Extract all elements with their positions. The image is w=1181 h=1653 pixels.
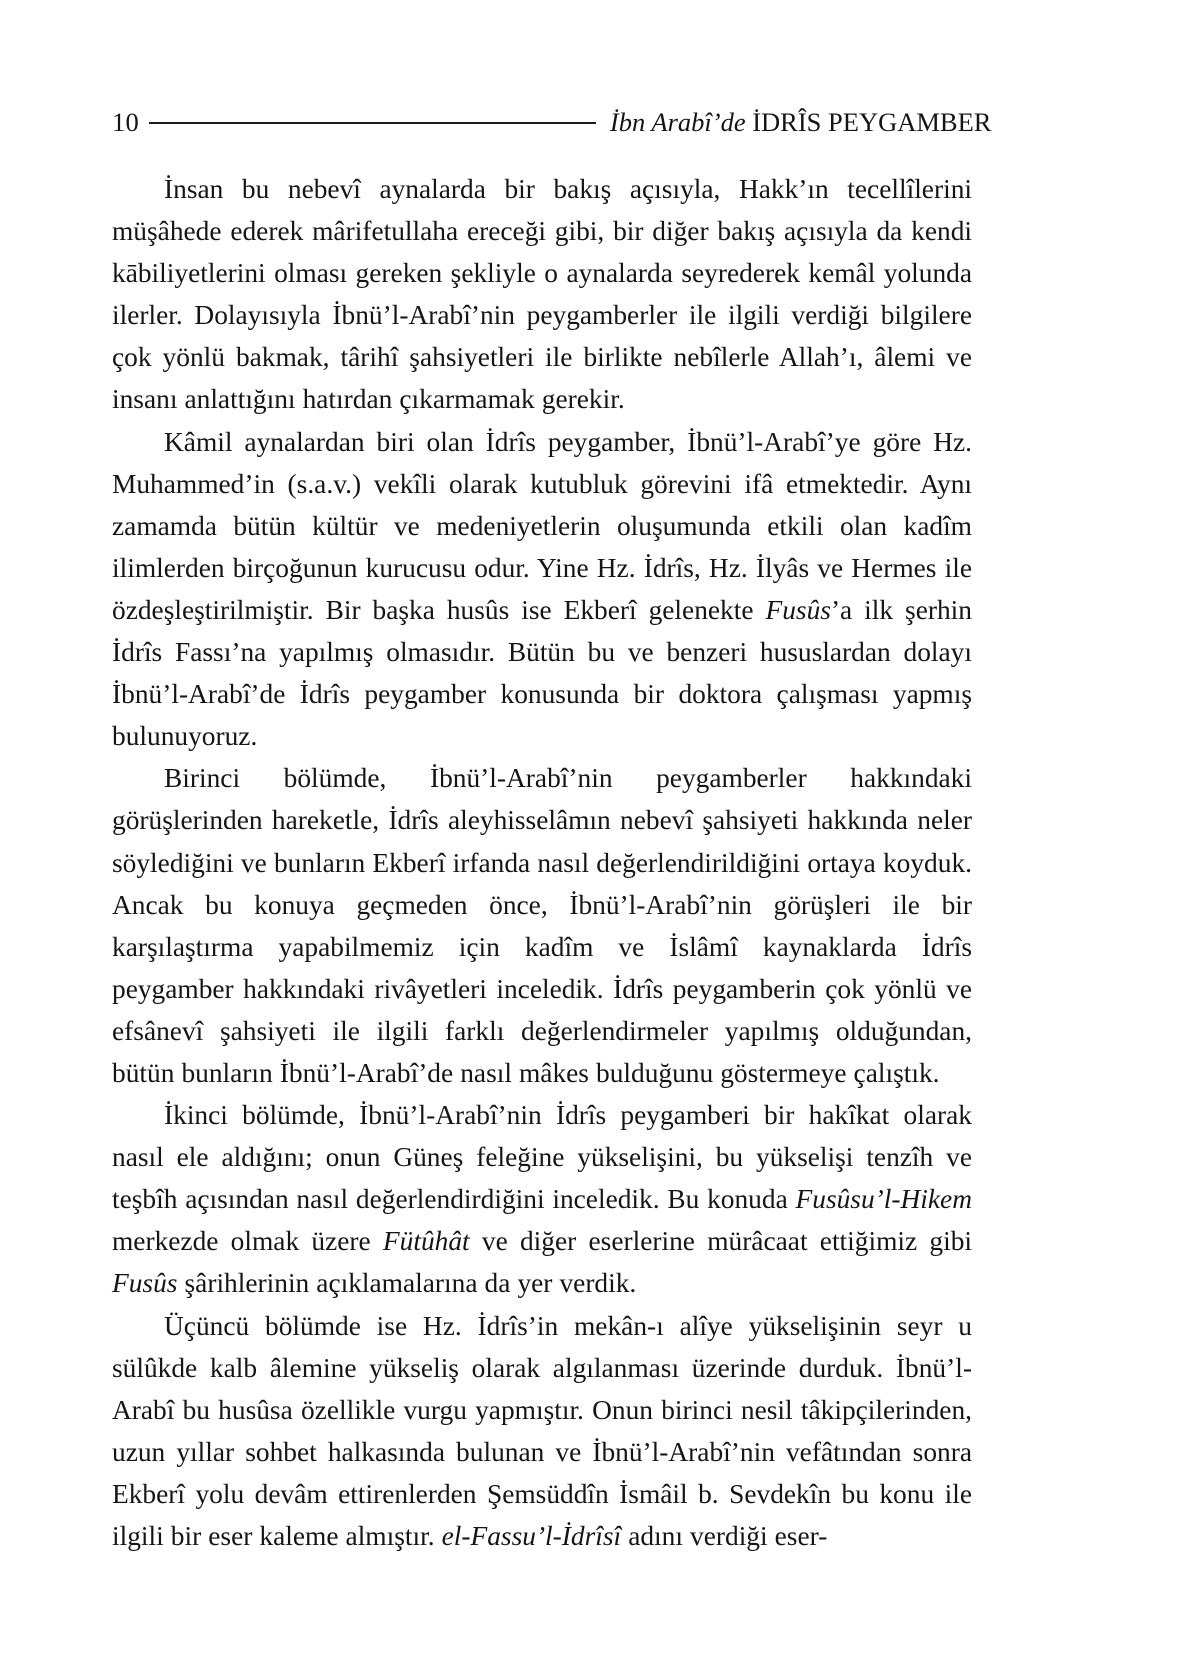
paragraph-1 — [112, 168, 972, 421]
header-rule — [149, 122, 596, 124]
paragraph-4-text-part-4: şârihlerinin açıklamalarına da yer verdik. — [177, 1268, 637, 1299]
paragraph-2-text-part-2: ’a ilk şerhin İdrîs Fassı’na yapılmış olmasıdır. Bütün bu ve benzeri hususlardan dolayı İbnü’l-Arabî’de İdrîs peygamber konusunda bir doktora çalışması yapmış bulunuyoruz. — [112, 594, 972, 752]
paragraph-4-italic-1: Fusûsu’l-Hikem — [795, 1184, 972, 1215]
paragraph-4 — [112, 1094, 972, 1304]
paragraph-4-italic-3: Fusûs — [112, 1268, 178, 1299]
paragraph-4-italic-2: Fütûhât — [382, 1226, 470, 1257]
running-head-book-title: İbn Arabî’de — [609, 106, 753, 137]
paragraph-3-text: Birinci bölümde, İbnü’l-Arabî’nin peygamberler hakkındaki görüşlerinden hareketle, İdrîs aleyhisselâmın nebevî şahsiyeti hakkında neler söylediğini ve bunların Ekberî irfanda nasıl değerlendirildiğini ortaya koyduk. Ancak bu konuya geçmeden önce, İbnü’l-Arabî’nin görüşleri ile bir karşılaştırma yapabilmemiz için kadîm ve İslâmî kaynaklarda İdrîs peygamber hakkındaki rivâyetleri inceledik. İdrîs peygamberin çok yönlü ve efsânevî şahsiyeti ile ilgili farklı değerlendirmeler yapılmış olduğundan, bütün bunların İbnü’l-Arabî’de nasıl mâkes bulduğunu göstermeye çalıştık. — [112, 763, 972, 1088]
paragraph-4-text-part-2: merkezde olmak üzere — [112, 1226, 383, 1257]
paragraph-5 — [112, 1305, 972, 1558]
paragraph-2-italic-1: Fusûs — [765, 594, 831, 625]
paragraph-5-italic-1: el-Fassu’l-İdrîsî — [441, 1521, 622, 1551]
running-head-title — [596, 106, 992, 137]
paragraph-2 — [112, 421, 972, 758]
running-head-subject: İDRÎS PEYGAMBER — [752, 106, 992, 137]
paragraph-3 — [112, 757, 972, 1094]
page-number: 10 — [112, 106, 139, 137]
paragraph-5-text-part-2: adını verdiği eser- — [621, 1521, 828, 1551]
paragraph-2-text-part-1: Kâmil aynalardan biri olan İdrîs peygamber, İbnü’l-Arabî’ye göre Hz. Muhammed’in (s.a.v.) vekîli olarak kutubluk görevini ifâ etmektedir. Aynı zamamda bütün kültür ve medeniyetlerin oluşumunda etkili olan kadîm ilimlerden birçoğunun kurucusu odur. Yine Hz. İdrîs, Hz. İlyâs ve Hermes ile özdeşleştirilmiştir. Bir başka husûs ise Ekberî gelenekte — [112, 426, 972, 625]
paragraph-4-text-part-1: İkinci bölümde, İbnü’l-Arabî’nin İdrîs peygamberi bir hakîkat olarak nasıl ele aldığını; onun Güneş feleğine yükselişini, bu yükselişi tenzîh ve teşbîh açısından nasıl değerlendirdiğini inceledik. Bu konuda — [112, 1100, 972, 1215]
paragraph-5-text-part-1: Üçüncü bölümde ise Hz. İdrîs’in mekân-ı alîye yükselişinin seyr u sülûkde kalb âlemine yükseliş olarak algılanması üzerinde durduk. İbnü’l-Arabî bu husûsa özellikle vurgu yapmıştır. Onun birinci nesil tâkipçilerinden, uzun yıllar sohbet halkasında bulunan ve İbnü’l-Arabî’nin vefâtından sonra Ekberî yolu devâm ettirenlerden Şemsüddîn İsmâil b. Sevdekîn bu konu ile ilgili bir eser kaleme almıştır. — [112, 1310, 972, 1551]
paragraph-4-text-part-3: ve diğer eserlerine mürâcaat ettiğimiz gibi — [469, 1226, 973, 1257]
body-text — [112, 168, 972, 1557]
running-head — [112, 100, 992, 144]
paragraph-1-text: İnsan bu nebevî aynalarda bir bakış açısıyla, Hakk’ın tecellîlerini müşâhede ederek mârifetullaha ereceği gibi, bir diğer bakış açısıyla da kendi kābiliyetlerini olması gereken şekliyle o aynalarda seyrederek kemâl yolunda ilerler. Dolayısıyla İbnü’l-Arabî’nin peygamberler ile ilgili verdiği bilgilere çok yönlü bakmak, târihî şahsiyetleri ile birlikte nebîlerle Allah’ı, âlemi ve insanı anlattığını hatırdan çıkarmamak gerekir. — [112, 174, 972, 415]
